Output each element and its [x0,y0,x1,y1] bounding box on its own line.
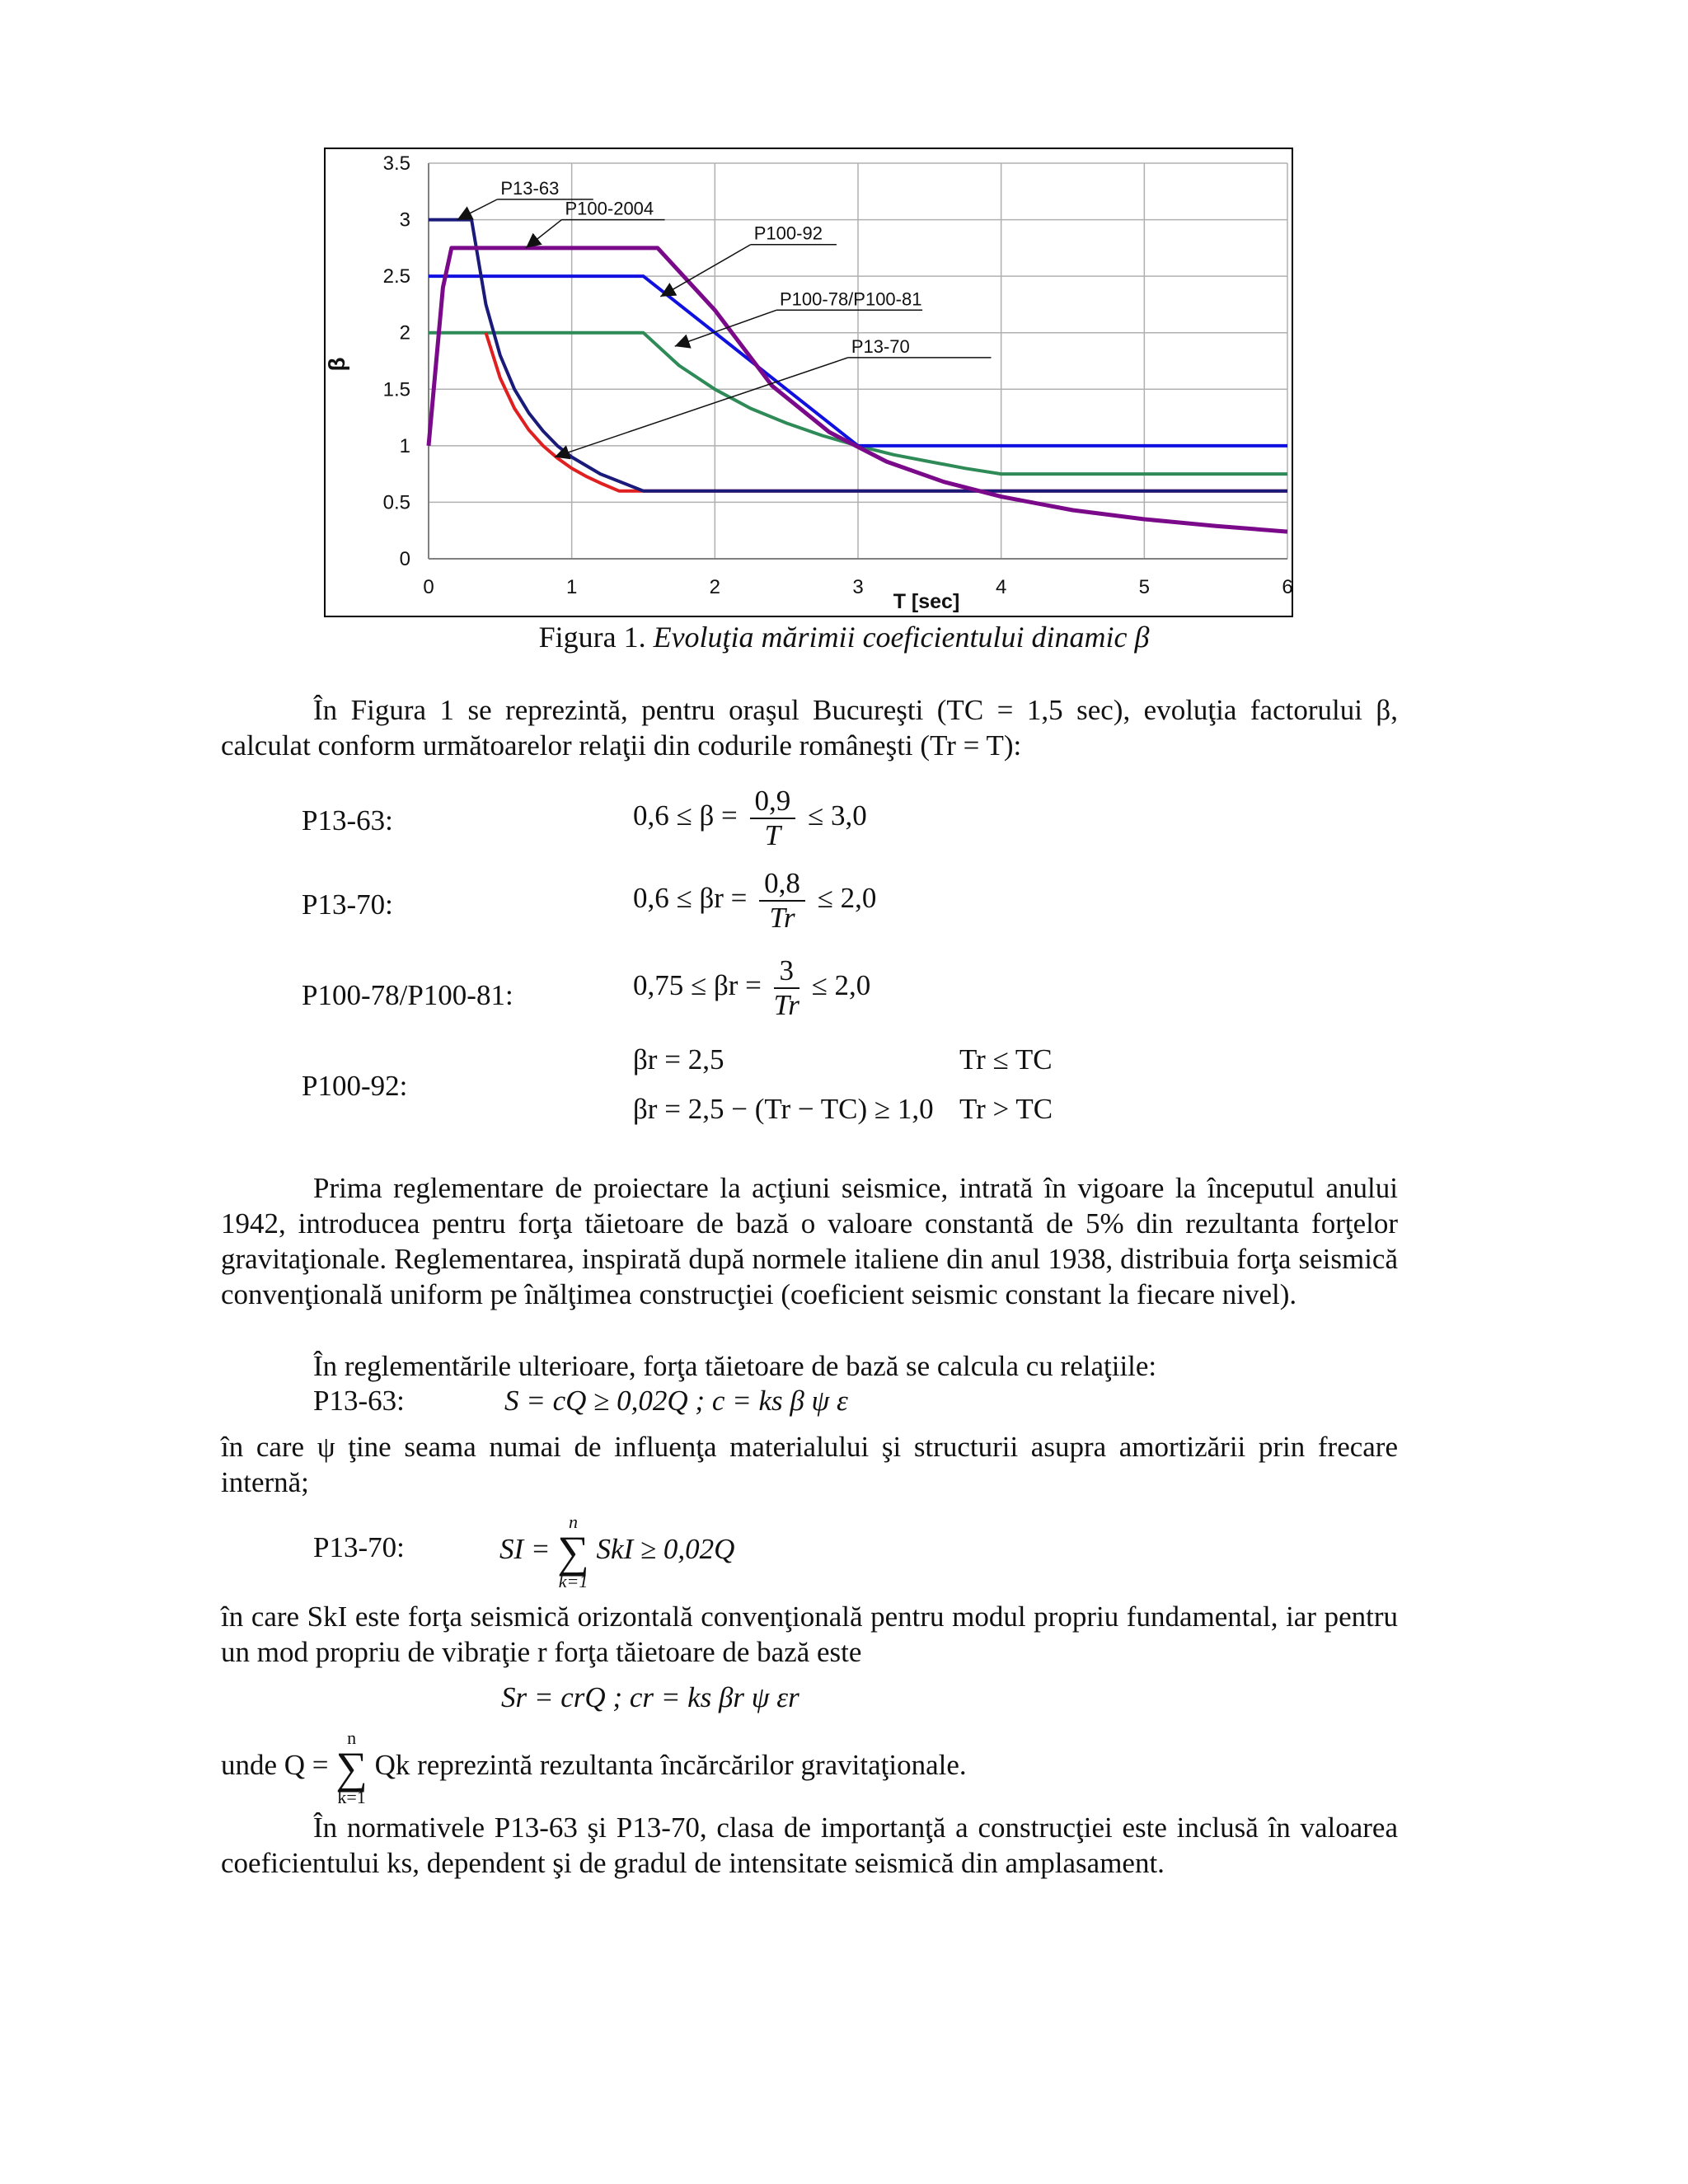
x-tick-label: 3 [852,576,864,598]
eq-p100-92-a: βr = 2,5 [633,1043,724,1076]
eq-p13-70: 0,6 ≤ βr = $\frac{0,8}{Tr}$ ≤ 2,0 [633,867,877,934]
eq-label-s-p13-70: P13-70: [313,1531,405,1563]
eq-p100-92-a-cond: Tr ≤ TC [959,1043,1053,1076]
caption-prefix: Figura 1. [538,621,654,654]
y-tick-label: 0 [399,548,410,570]
eq-s-r: Sr = crQ ; cr = ks βr ψ εr [501,1681,799,1713]
sum-symbol: n ∑ k=1 [557,1511,589,1591]
eq-label-p100-92: P100-92: [302,1070,408,1102]
caption-text: Evoluţia mărimii coeficientului dinamic β [653,621,1150,654]
x-tick-label: 0 [423,576,434,598]
annotation-label-p13-63: P13-63 [500,177,560,199]
annotation-label-p13-70: P13-70 [851,335,910,357]
annotation-label-p100-78-p100-81: P100-78/P100-81 [780,288,922,310]
eq-label-p13-63: P13-63: [302,804,393,837]
figure-chart [323,147,1294,618]
annotation-label-p100-92: P100-92 [753,223,823,244]
eq-p13-63: 0,6 ≤ β = $\frac{0,9}{T}$ ≤ 3,0 [633,785,867,851]
paragraph-5: în care SkI este forţa seismică orizontală convenţională pentru modul propriu fundamental, iar pentru un mod propriu de vibraţie r forţa tăietoare de bază este [221,1601,1398,1668]
paragraph-6: unde Q = n ∑ k=1 Qk reprezintă rezultanta încărcărilor gravitaţionale. [221,1727,967,1807]
y-tick-label: 3.5 [382,152,410,175]
eq-s-p13-70: SI = n ∑ k=1 SkI ≥ 0,02Q [499,1511,735,1591]
x-tick-label: 6 [1282,576,1293,598]
paragraph-7: În normativele P13-63 şi P13-70, clasa de importanţă a construcţiei este inclusă în valoarea coeficientului ks, dependent şi de gradul de intensitate seismică din amplasament. [221,1811,1398,1879]
y-tick-label: 2.5 [382,265,410,288]
x-tick-label: 1 [565,576,578,598]
eq-p100-92-b-cond: Tr > TC [959,1093,1053,1125]
x-tick-label: 2 [709,576,721,598]
paragraph-1: În Figura 1 se reprezintă, pentru oraşul Bucureşti (TC = 1,5 sec), evoluţia factorului β, calculat conform următoarelor relaţii din codurile româneşti (Tr = T): [221,694,1398,762]
eq-label-s-p13-63: P13-63: [313,1385,405,1417]
y-tick-label: 1 [399,434,410,457]
eq-p100-78: 0,75 ≤ βr = $\frac{3}{Tr}$ ≤ 2,0 [633,954,871,1021]
y-tick-label: 3 [399,209,410,232]
annotation-label-p100-2004: P100-2004 [565,198,654,219]
paragraph-2: Prima reglementare de proiectare la acţiuni seismice, intrată în vigoare la începutul anului 1942, introducea pentru forţa tăietoare de bază o valoare constantă de 5% din rezultanta forţelor gravitaţionale. Reglementarea, inspirată după normele italiene din anul 1938, distribuia forţa seismică convenţională uniform pe înălţimea construcţiei (coeficient seismic constant la fiecare nivel). [221,1172,1398,1310]
beta-chart-svg [323,147,1294,618]
x-tick-label: 5 [1138,576,1151,598]
x-tick-label: 4 [995,576,1007,598]
y-tick-label: 2 [399,321,410,344]
y-tick-label: 0.5 [382,491,410,514]
paragraph-3: În reglementările ulterioare, forţa tăietoare de bază se calcula cu relaţiile: [313,1350,1157,1382]
y-axis-label: β [324,357,349,372]
x-axis-label: T [sec] [893,590,960,613]
eq-p100-92-b: βr = 2,5 − (Tr − TC) ≥ 1,0 [633,1093,934,1125]
eq-label-p100-78: P100-78/P100-81: [302,979,513,1011]
paragraph-4: în care ψ ţine seama numai de influenţa materialului şi structurii asupra amortizării prin frecare internă; [221,1431,1398,1498]
figure-caption [0,620,1688,654]
y-tick-label: 1.5 [382,378,410,401]
sum-symbol-q: n ∑ k=1 [335,1727,368,1807]
eq-label-p13-70: P13-70: [302,888,393,921]
eq-s-p13-63: S = cQ ≥ 0,02Q ; c = ks β ψ ε [504,1385,848,1417]
